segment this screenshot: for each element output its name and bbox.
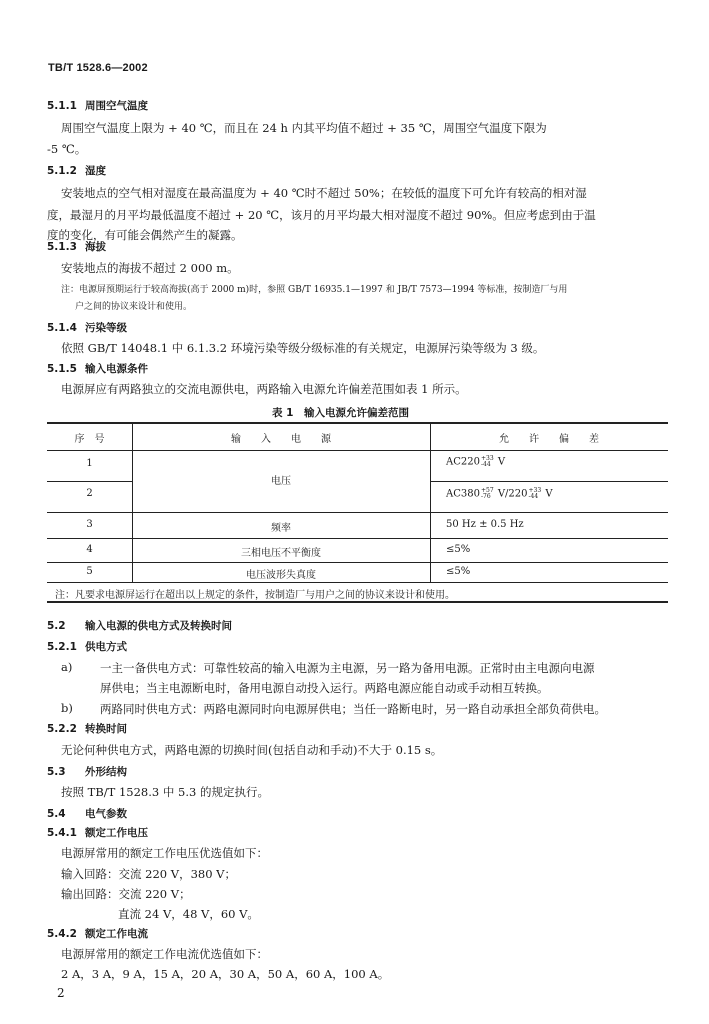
section-5-2-2-heading	[47, 721, 127, 736]
section-title: 额定工作电流	[85, 928, 148, 940]
section-5-4-heading	[47, 806, 127, 821]
table-rule	[47, 538, 668, 539]
section-title: 转换时间	[85, 723, 127, 735]
paragraph-line: 两路同时供电方式：两路电源同时向电源屏供电；当任一路断电时，另一路自动承担全部负荷供电。	[100, 702, 606, 716]
section-5-4-1-heading	[47, 825, 148, 840]
table-cell: 1	[86, 458, 93, 469]
paragraph-line: 安装地点的空气相对湿度在最高温度为 + 40 ℃时不超过 50%；在较低的温度下可允许有较高的相对湿	[61, 186, 587, 200]
deviation-value: AC380	[446, 488, 480, 500]
tolerance	[481, 456, 494, 468]
table-1	[47, 422, 668, 602]
section-title: 湿度	[85, 165, 106, 177]
section-title: 输入电源的供电方式及转换时间	[85, 620, 232, 632]
paragraph-line: 电源屏常用的额定工作电压优选值如下：	[61, 846, 268, 860]
unit: V	[542, 488, 553, 500]
paragraph-line: 2 A，3 A，9 A，15 A，20 A，30 A，50 A，60 A，100 A。	[61, 967, 390, 981]
table-cell: 4	[86, 544, 93, 555]
tolerance-upper: +57	[480, 487, 494, 494]
table-cell: 3	[86, 519, 93, 530]
section-5-2-heading	[47, 618, 232, 633]
table-cell: 三相电压不平衡度	[241, 548, 321, 559]
section-5-3-heading	[47, 764, 127, 779]
section-5-1-2-heading	[47, 163, 106, 178]
table-cell: 2	[86, 488, 93, 499]
section-5-1-5-heading	[47, 361, 148, 376]
tolerance	[529, 488, 542, 500]
tolerance-upper: +33	[528, 487, 542, 494]
paragraph-line: 直流 24 V，48 V，60 V。	[118, 907, 259, 921]
paragraph-line: 度的变化，有可能会偶然产生的凝露。	[47, 228, 243, 242]
table-cell: 电压	[271, 476, 291, 487]
tolerance-lower: -76	[480, 493, 491, 500]
list-item-label: a)	[61, 660, 73, 674]
table-rule	[47, 601, 668, 603]
note-line: 户之间的协议来设计和使用。	[75, 302, 193, 312]
paragraph-line: 屏供电；当主电源断电时，备用电源自动投入运行。两路电源应能自动或手动相互转换。	[100, 681, 549, 695]
deviation-value: AC220	[446, 456, 480, 468]
table-header: 序 号	[74, 434, 105, 445]
section-5-2-1-heading	[47, 639, 127, 654]
document-code: TB/T 1528.6—2002	[48, 62, 148, 74]
section-number: 5.1.3	[47, 241, 77, 253]
section-title: 污染等级	[85, 322, 127, 334]
paragraph-line: 一主一备供电方式：可靠性较高的输入电源为主电源，另一路为备用电源。正常时由主电源向电源	[100, 661, 595, 675]
table-rule	[47, 562, 668, 563]
tolerance-lower: -44	[480, 461, 491, 468]
section-5-1-1-heading	[47, 98, 148, 113]
paragraph-line: 按照 TB/T 1528.3 中 5.3 的规定执行。	[61, 785, 269, 799]
paragraph-line: 输入回路：交流 220 V，380 V；	[61, 867, 236, 881]
section-number: 5.4.1	[47, 827, 77, 839]
section-number: 5.2.2	[47, 723, 77, 735]
section-5-4-2-heading	[47, 926, 148, 941]
section-title: 外形结构	[85, 766, 127, 778]
section-number: 5.4.2	[47, 928, 77, 940]
table-cell	[446, 456, 505, 468]
paragraph-line: 度，最湿月的月平均最低温度不超过 + 20 ℃，该月的月平均最大相对湿度不超过 90%。但应考虑到由于温	[47, 208, 596, 222]
paragraph-line: 周围空气温度上限为 + 40 ℃，而且在 24 h 内其平均值不超过 + 35 ℃，周围空气温度下限为	[61, 121, 547, 135]
section-number: 5.1.4	[47, 322, 77, 334]
section-number: 5.1.2	[47, 165, 77, 177]
table-cell: 频率	[271, 523, 291, 534]
paragraph-line: 无论何种供电方式，两路电源的切换时间(包括自动和手动)不大于 0.15 s。	[61, 743, 443, 757]
table-rule	[47, 422, 668, 424]
table-header: 允 许 偏 差	[499, 434, 599, 445]
table-rule	[430, 481, 668, 482]
section-number: 5.1.1	[47, 100, 77, 112]
table-title: 表 1 输入电源允许偏差范围	[272, 407, 409, 419]
section-number: 5.2	[47, 620, 66, 632]
table-note: 注：凡要求电源屏运行在超出以上规定的条件，按制造厂与用户之间的协议来设计和使用。	[55, 590, 455, 601]
page-number: 2	[57, 986, 65, 1000]
section-title: 供电方式	[85, 641, 127, 653]
section-title: 海拔	[85, 241, 106, 253]
table-header: 输 入 电 源	[231, 434, 331, 445]
section-5-1-3-heading	[47, 239, 106, 254]
section-number: 5.2.1	[47, 641, 77, 653]
paragraph-line: 依照 GB/T 14048.1 中 6.1.3.2 环境污染等级分级标准的有关规定，电源屏污染等级为 3 级。	[61, 341, 545, 355]
paragraph-line: 电源屏应有两路独立的交流电源供电，两路输入电源允许偏差范围如表 1 所示。	[61, 382, 467, 396]
table-cell: 50 Hz ± 0.5 Hz	[446, 519, 524, 530]
paragraph-line: 电源屏常用的额定工作电流优选值如下：	[61, 947, 268, 961]
section-number: 5.4	[47, 808, 66, 820]
unit: V	[494, 456, 506, 468]
paragraph-line: 安装地点的海拔不超过 2 000 m。	[61, 261, 239, 275]
section-number: 5.3	[47, 766, 66, 778]
section-title: 电气参数	[85, 808, 127, 820]
note-line: 注：电源屏预期运行于较高海拔(高于 2000 m)时，参照 GB/T 16935.1—1997 和 JB/T 7573—1994 等标准，按制造厂与用	[61, 285, 568, 295]
table-rule	[47, 450, 668, 451]
section-number: 5.1.5	[47, 363, 77, 375]
table-cell: 电压波形失真度	[246, 570, 316, 581]
deviation-value: V/220	[494, 488, 528, 500]
table-rule	[47, 582, 668, 583]
table-cell	[446, 488, 553, 500]
table-cell: ≤5%	[446, 566, 471, 577]
table-rule	[47, 481, 132, 482]
list-item-label: b)	[61, 701, 73, 715]
section-title: 周围空气温度	[85, 100, 148, 112]
tolerance	[481, 488, 494, 500]
table-cell: ≤5%	[446, 544, 471, 555]
paragraph-line: 输出回路：交流 220 V；	[61, 887, 191, 901]
section-title: 额定工作电压	[85, 827, 148, 839]
table-cell: 5	[86, 566, 93, 577]
section-title: 输入电源条件	[85, 363, 148, 375]
table-rule	[430, 422, 431, 582]
section-5-1-4-heading	[47, 320, 127, 335]
tolerance-upper: +33	[480, 455, 494, 462]
paragraph-line: -5 ℃。	[47, 142, 87, 156]
tolerance-lower: -44	[528, 493, 539, 500]
table-rule	[47, 512, 668, 513]
